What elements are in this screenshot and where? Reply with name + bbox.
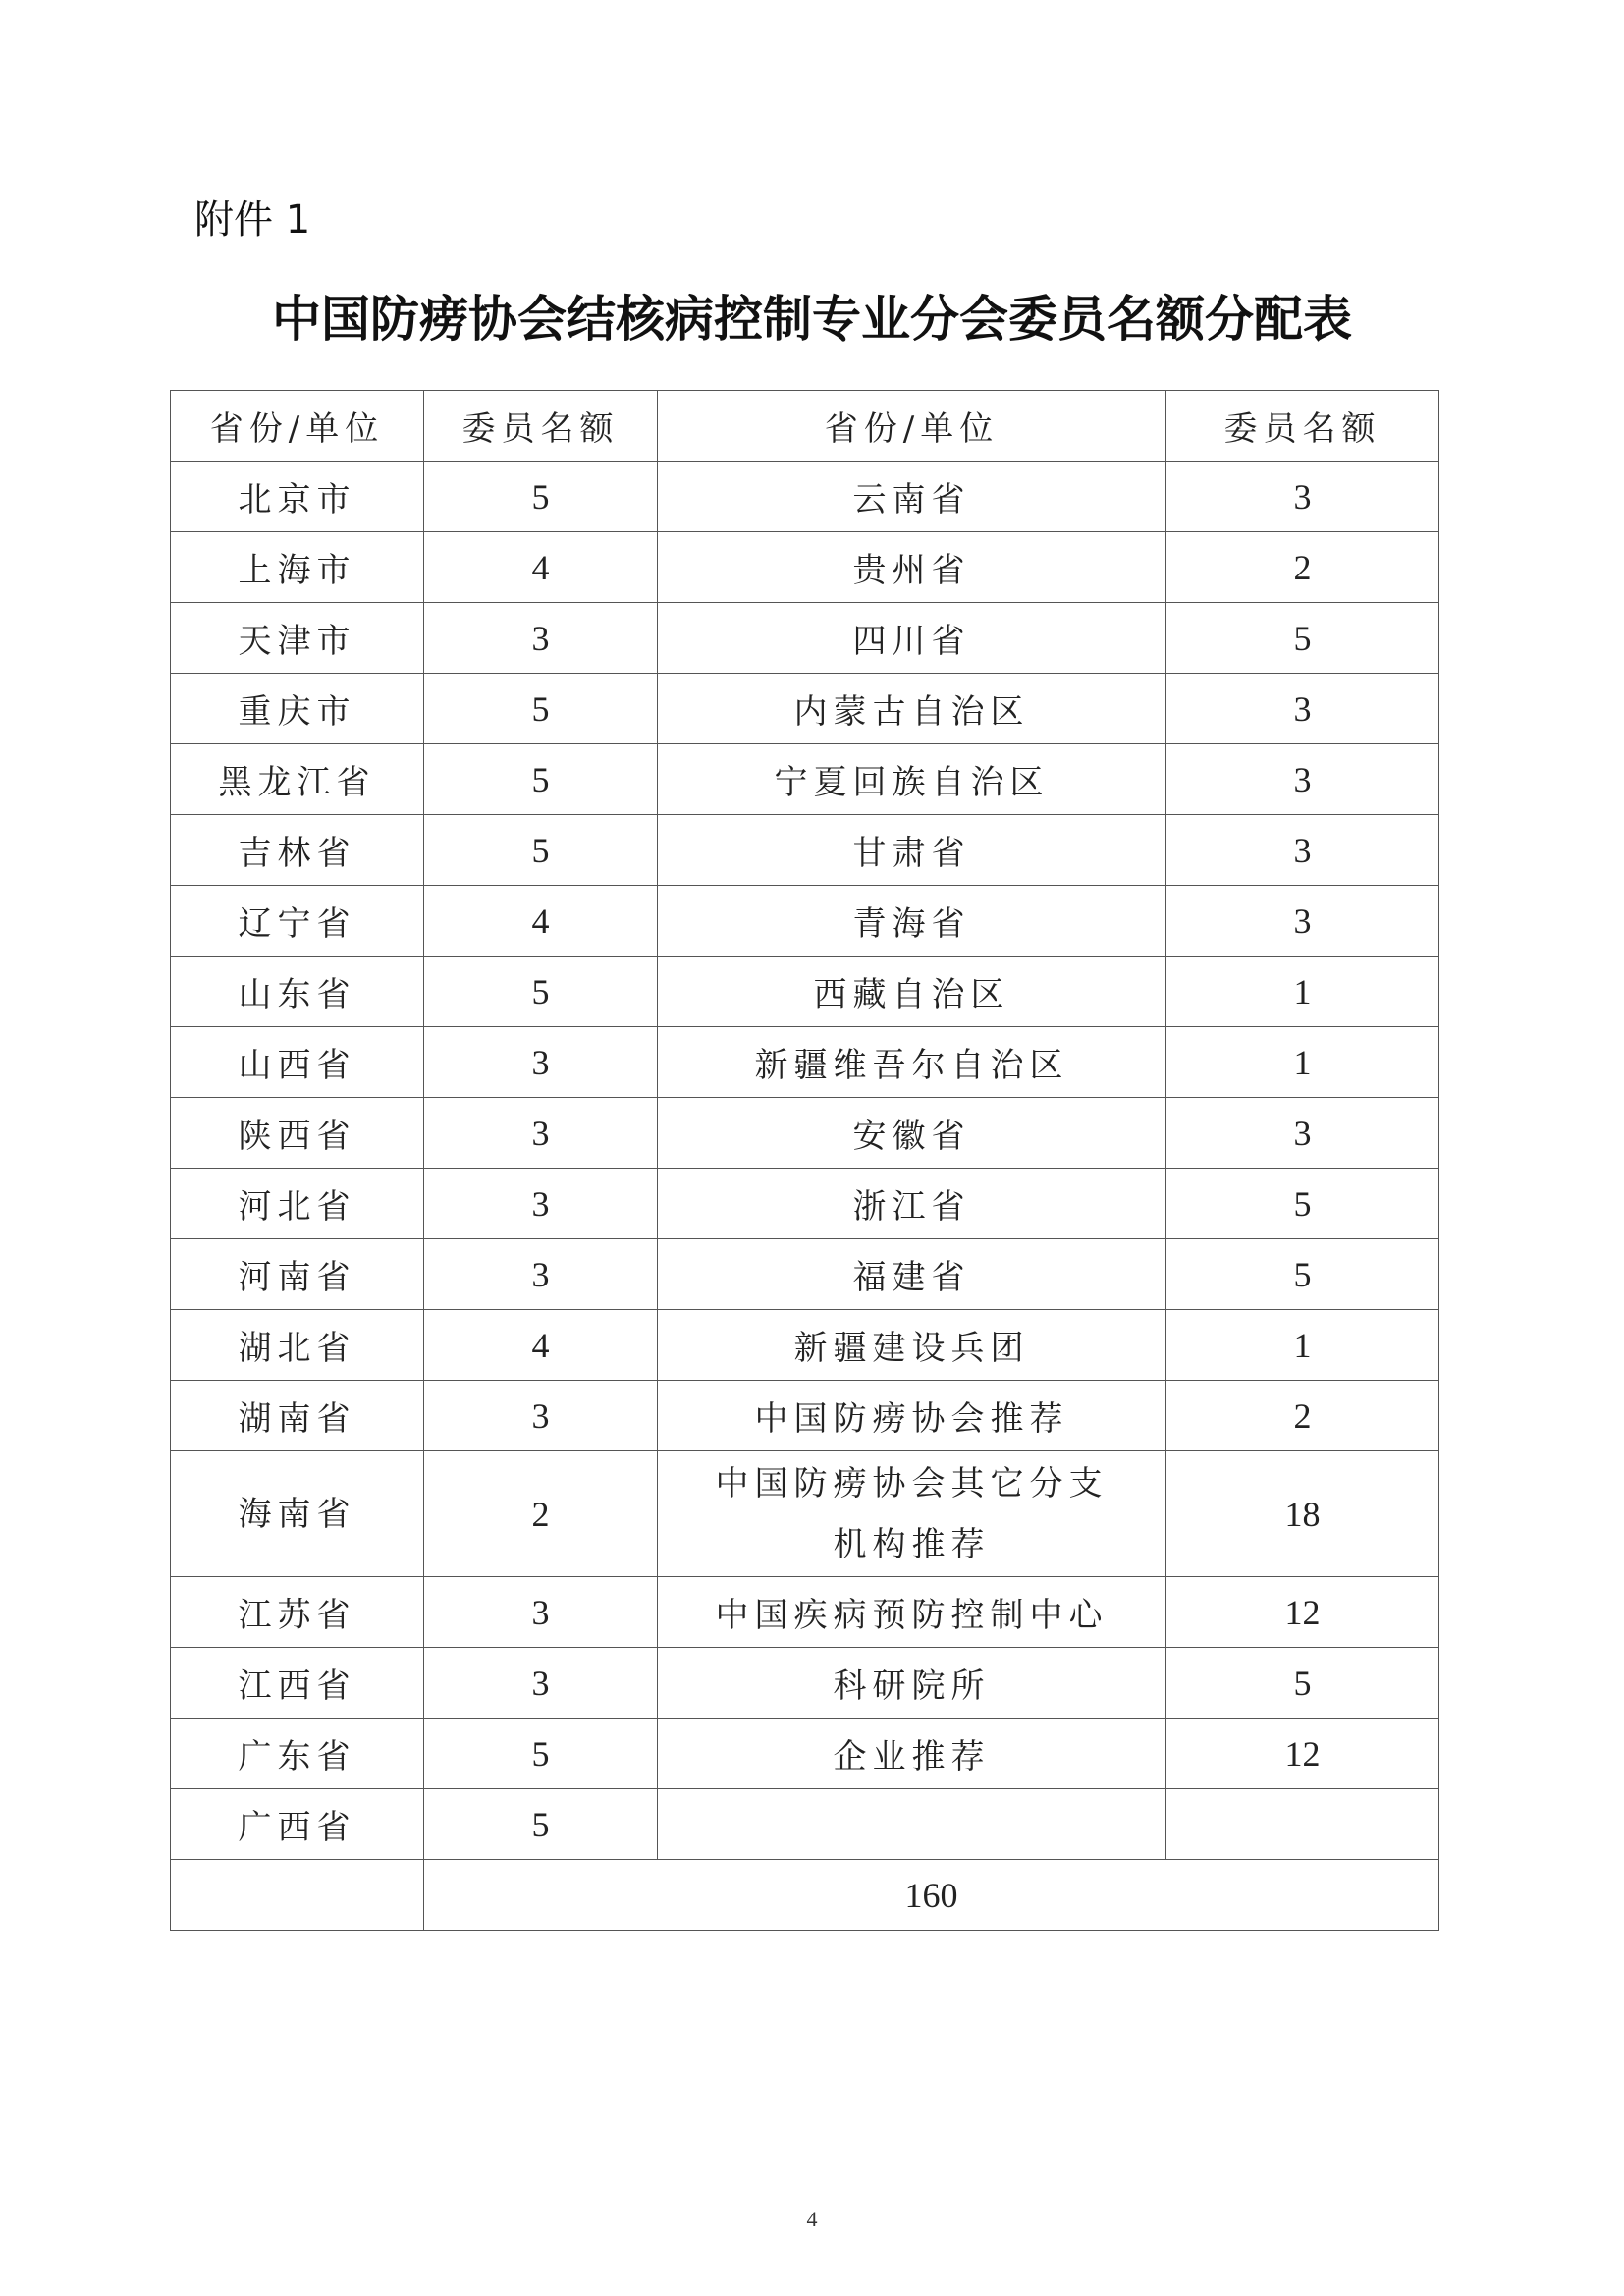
table-row: [171, 1648, 1439, 1719]
attachment-label: 附件 1: [194, 197, 311, 243]
table-row: [171, 1381, 1439, 1451]
page-number: 4: [806, 2207, 818, 2231]
table-row: [171, 1451, 1439, 1577]
unit-cell: 江苏省: [171, 1577, 424, 1648]
table-row: [171, 1239, 1439, 1310]
quota-cell: 5: [424, 462, 658, 532]
unit-cell: 企业推荐: [658, 1719, 1166, 1789]
unit-cell-line: 机构推荐: [833, 1524, 991, 1564]
quota-cell: 5: [1166, 1648, 1439, 1719]
unit-cell: 安徽省: [658, 1098, 1166, 1169]
table-row: [171, 744, 1439, 815]
table-row: [171, 1169, 1439, 1239]
quota-cell: 2: [1166, 1381, 1439, 1451]
unit-cell: 宁夏回族自治区: [658, 744, 1166, 815]
quota-cell: 12: [1166, 1719, 1439, 1789]
quota-cell: 5: [424, 815, 658, 886]
quota-cell: 4: [424, 886, 658, 957]
quota-cell: 3: [424, 603, 658, 674]
quota-cell: 2: [1166, 532, 1439, 603]
table-row: [171, 532, 1439, 603]
quota-cell: 5: [1166, 1169, 1439, 1239]
unit-cell: 青海省: [658, 886, 1166, 957]
table-row: [171, 957, 1439, 1027]
header-unit: 省份/单位: [658, 391, 1166, 462]
unit-cell: 科研院所: [658, 1648, 1166, 1719]
table-row: [171, 815, 1439, 886]
unit-cell: 河北省: [171, 1169, 424, 1239]
quota-cell: 1: [1166, 957, 1439, 1027]
unit-cell: 云南省: [658, 462, 1166, 532]
quota-table: [170, 390, 1439, 1931]
unit-cell: 贵州省: [658, 532, 1166, 603]
quota-cell: 3: [1166, 1098, 1439, 1169]
unit-cell: 新疆建设兵团: [658, 1310, 1166, 1381]
unit-cell-line: 中国防痨协会其它分支: [715, 1463, 1109, 1503]
total-value: 160: [424, 1860, 1439, 1931]
quota-cell: 5: [424, 1789, 658, 1860]
table-row: [171, 886, 1439, 957]
quota-cell: 12: [1166, 1577, 1439, 1648]
table-row: [171, 674, 1439, 744]
unit-cell: 中国疾病预防控制中心: [658, 1577, 1166, 1648]
quota-cell: 18: [1166, 1451, 1439, 1577]
quota-cell: 5: [1166, 1239, 1439, 1310]
quota-cell: 3: [1166, 815, 1439, 886]
unit-cell: 新疆维吾尔自治区: [658, 1027, 1166, 1098]
unit-cell: 天津市: [171, 603, 424, 674]
table-row: [171, 1577, 1439, 1648]
unit-cell: 中国防痨协会推荐: [658, 1381, 1166, 1451]
unit-cell: 甘肃省: [658, 815, 1166, 886]
total-row: [171, 1860, 1439, 1931]
quota-cell: 1: [1166, 1027, 1439, 1098]
unit-cell: 陕西省: [171, 1098, 424, 1169]
unit-cell: 北京市: [171, 462, 424, 532]
unit-cell: 吉林省: [171, 815, 424, 886]
unit-cell: 海南省: [171, 1451, 424, 1577]
unit-cell: 山东省: [171, 957, 424, 1027]
quota-cell: 3: [424, 1381, 658, 1451]
quota-cell: 3: [1166, 886, 1439, 957]
quota-cell: 4: [424, 532, 658, 603]
total-label-cell: [171, 1860, 424, 1931]
table-header-row: [171, 391, 1439, 462]
quota-cell: 5: [424, 1719, 658, 1789]
unit-cell: 河南省: [171, 1239, 424, 1310]
unit-cell: [658, 1451, 1166, 1577]
quota-cell: 5: [1166, 603, 1439, 674]
unit-cell: 山西省: [171, 1027, 424, 1098]
table-row: [171, 462, 1439, 532]
unit-cell: 广东省: [171, 1719, 424, 1789]
quota-cell: [1166, 1789, 1439, 1860]
quota-cell: 3: [1166, 674, 1439, 744]
unit-cell: 重庆市: [171, 674, 424, 744]
unit-cell: 四川省: [658, 603, 1166, 674]
quota-cell: 3: [424, 1577, 658, 1648]
document-title: 中国防痨协会结核病控制专业分会委员名额分配表: [272, 290, 1352, 348]
quota-cell: 5: [424, 957, 658, 1027]
header-quota: 委员名额: [1166, 391, 1439, 462]
table-row: [171, 1027, 1439, 1098]
unit-cell: 湖南省: [171, 1381, 424, 1451]
quota-cell: 3: [424, 1239, 658, 1310]
quota-cell: 5: [424, 744, 658, 815]
quota-cell: 4: [424, 1310, 658, 1381]
header-unit: 省份/单位: [171, 391, 424, 462]
unit-cell: 福建省: [658, 1239, 1166, 1310]
table-row: [171, 1789, 1439, 1860]
quota-cell: 3: [424, 1098, 658, 1169]
quota-cell: 3: [424, 1648, 658, 1719]
quota-cell: 1: [1166, 1310, 1439, 1381]
unit-cell: 内蒙古自治区: [658, 674, 1166, 744]
unit-cell: 浙江省: [658, 1169, 1166, 1239]
quota-cell: 3: [424, 1169, 658, 1239]
unit-cell: 辽宁省: [171, 886, 424, 957]
unit-cell: 广西省: [171, 1789, 424, 1860]
unit-cell: 上海市: [171, 532, 424, 603]
table-row: [171, 1719, 1439, 1789]
quota-cell: 3: [1166, 462, 1439, 532]
quota-cell: 5: [424, 674, 658, 744]
unit-cell: 江西省: [171, 1648, 424, 1719]
table-row: [171, 1098, 1439, 1169]
unit-cell: 西藏自治区: [658, 957, 1166, 1027]
quota-cell: 3: [424, 1027, 658, 1098]
unit-cell: 湖北省: [171, 1310, 424, 1381]
unit-cell: [658, 1789, 1166, 1860]
table-row: [171, 1310, 1439, 1381]
quota-cell: 3: [1166, 744, 1439, 815]
table-row: [171, 603, 1439, 674]
unit-cell: 黑龙江省: [171, 744, 424, 815]
header-quota: 委员名额: [424, 391, 658, 462]
quota-cell: 2: [424, 1451, 658, 1577]
